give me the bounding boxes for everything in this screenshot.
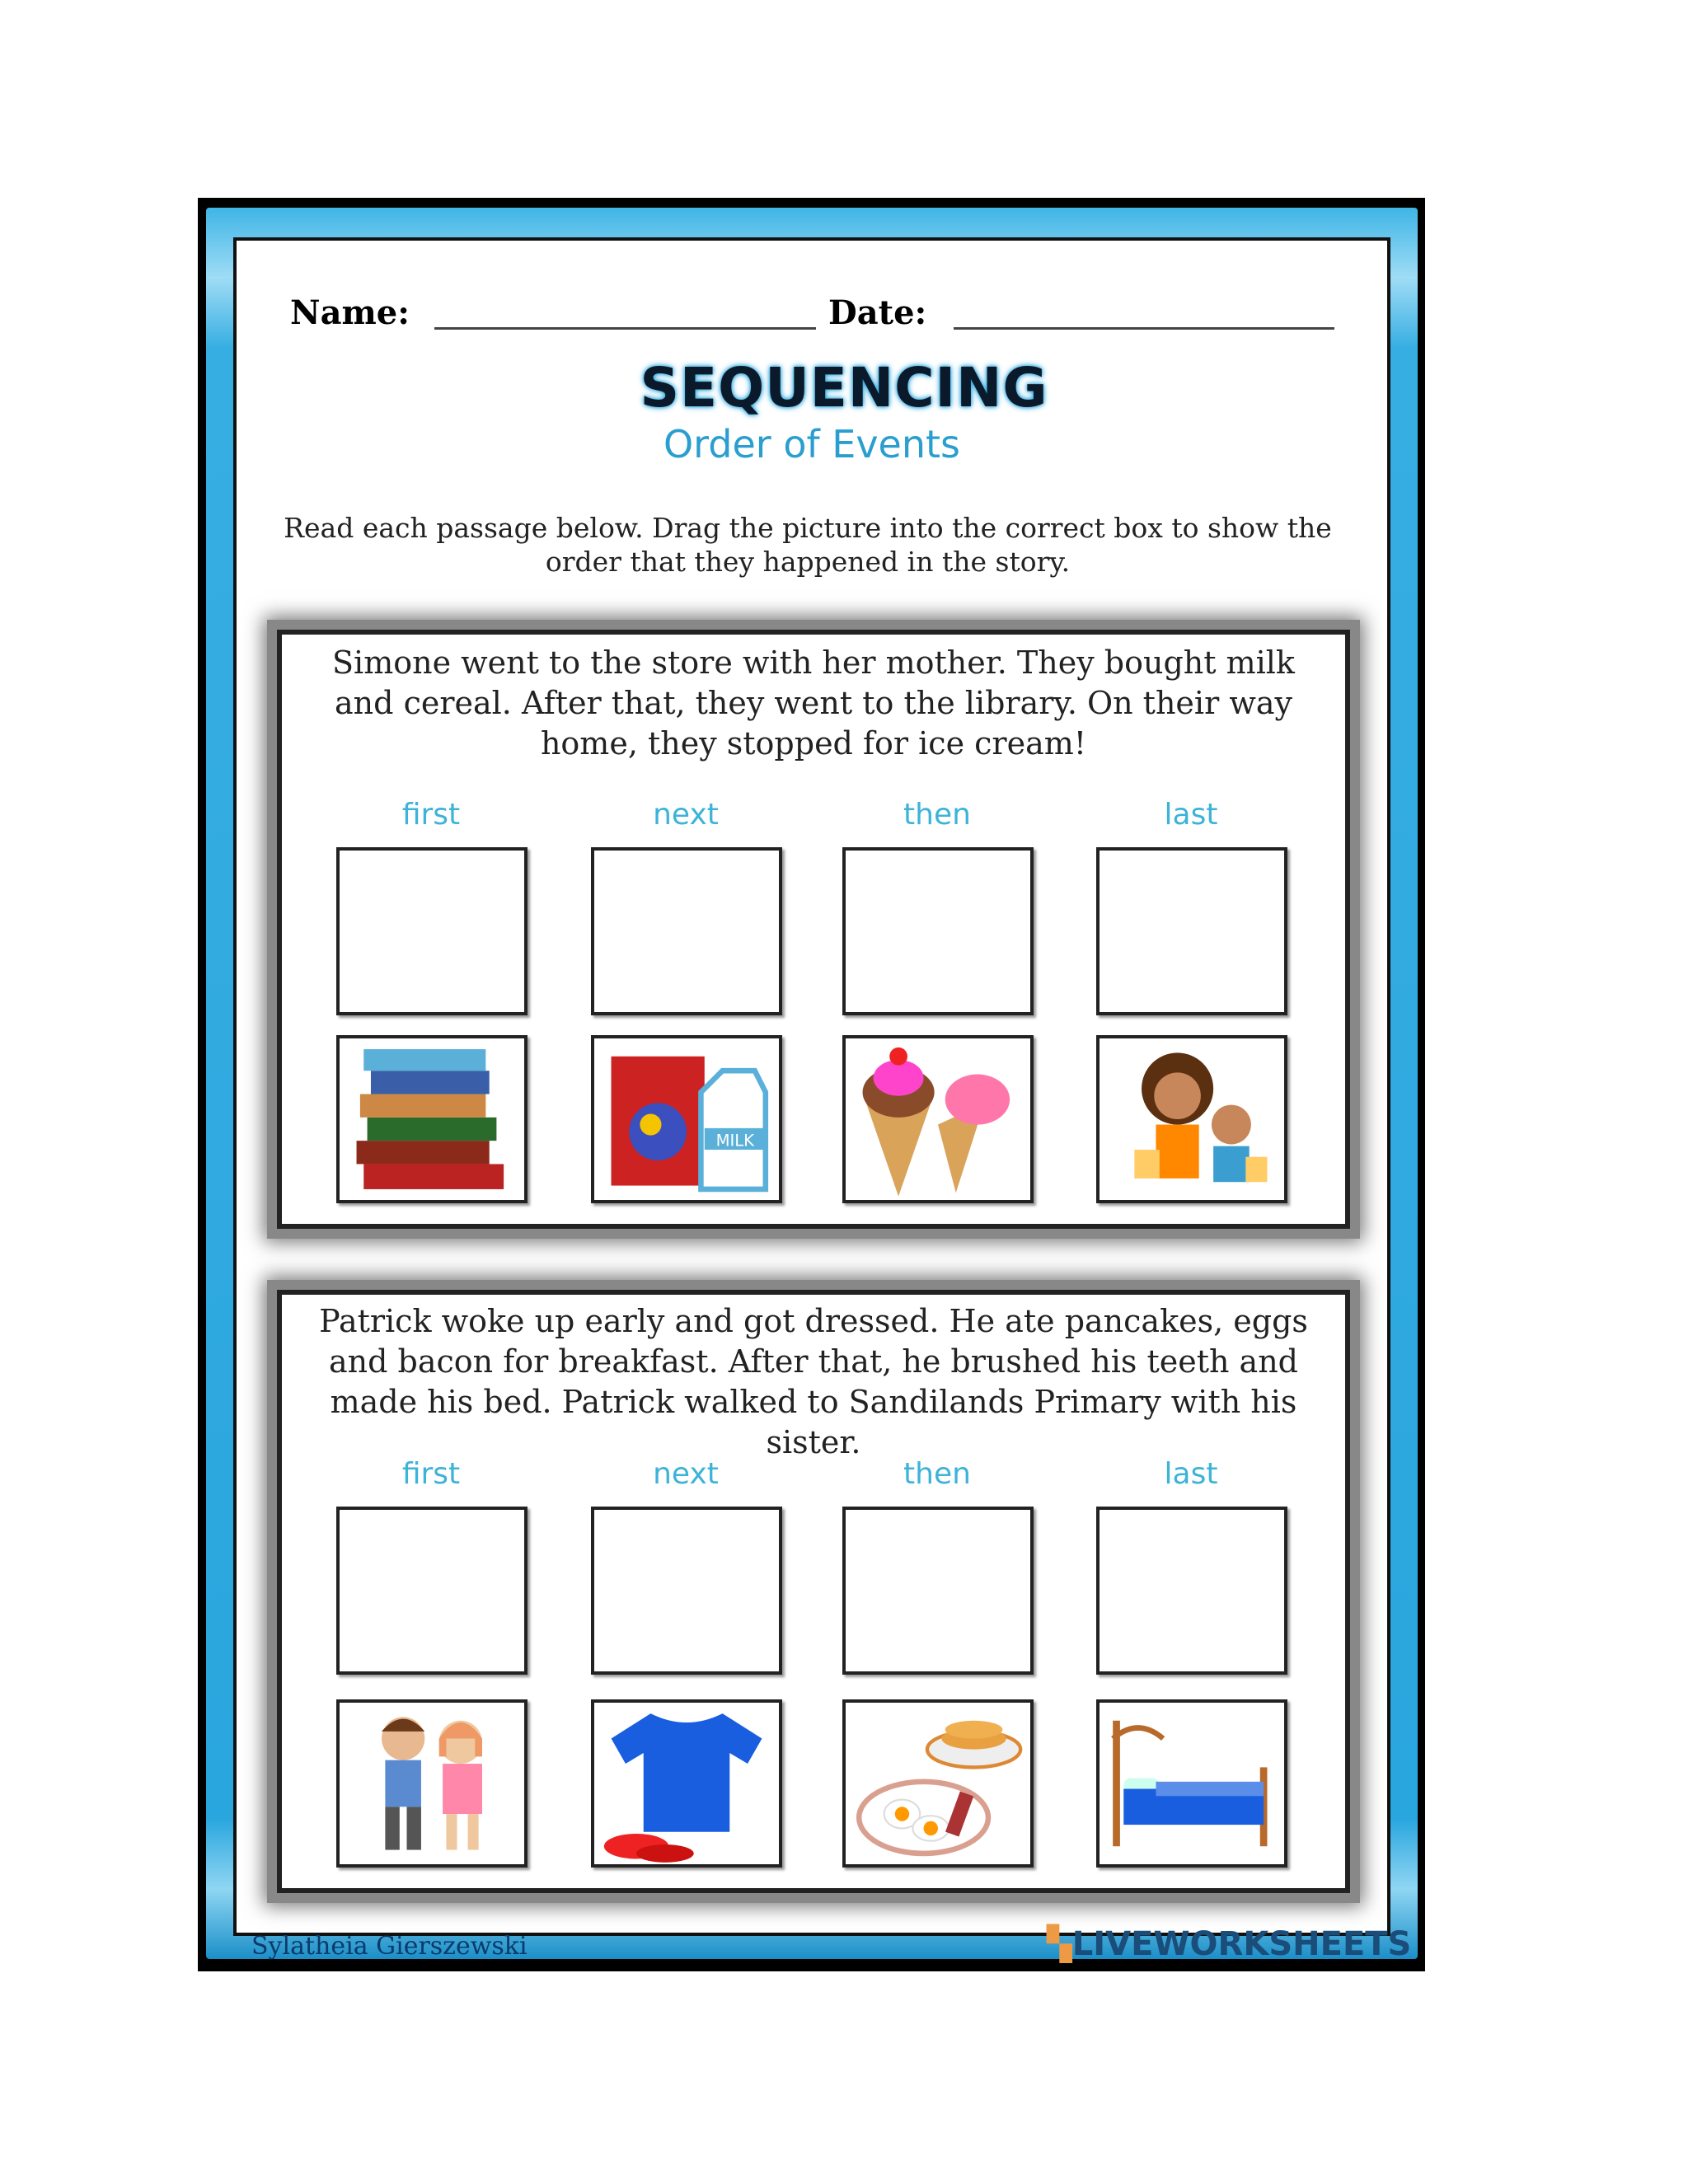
drop-box-2-next[interactable]: [591, 1507, 782, 1675]
drop-box-2-last[interactable]: [1096, 1507, 1287, 1675]
drop-box-1-then[interactable]: [842, 847, 1034, 1015]
passage-1-text: Simone went to the store with her mother. They bought milk and cereal. After that, they went to the library. On their way home, they stopped for ice cream!: [332, 644, 1295, 762]
sequence-label-first: first: [401, 1457, 461, 1491]
sequence-label-next: next: [653, 1457, 719, 1491]
drop-box-2-then[interactable]: [842, 1507, 1034, 1675]
drop-box-2-first[interactable]: [336, 1507, 528, 1675]
brand-text: LIVEWORKSHEETS: [1071, 1925, 1412, 1963]
passage-2-text: Patrick woke up early and got dressed. He ate pancakes, eggs and bacon for breakfast. After that, he brushed his teeth and made his bed. Patrick walked to Sandilands Primary with his sister.: [319, 1303, 1308, 1460]
drop-box-1-last[interactable]: [1096, 847, 1287, 1015]
date-label: Date:: [828, 293, 927, 332]
name-field[interactable]: [434, 327, 816, 330]
books-icon[interactable]: [336, 1035, 528, 1203]
svg-text:MILK: MILK: [715, 1131, 755, 1151]
author-credit: Sylatheia Gierszewski: [251, 1932, 528, 1961]
breakfast-icon[interactable]: [842, 1699, 1034, 1868]
drop-box-1-next[interactable]: [591, 847, 782, 1015]
page-subtitle: Order of Events: [663, 422, 961, 466]
shirt-shoes-icon[interactable]: [591, 1699, 782, 1868]
mother-child-shopping-icon[interactable]: [1096, 1035, 1287, 1203]
sequence-label-last: last: [1164, 1457, 1218, 1491]
drop-box-1-first[interactable]: [336, 847, 528, 1015]
instructions: Read each passage below. Drag the picture into the correct box to show the order that they happened in the story.: [284, 512, 1332, 578]
sequence-label-last: last: [1164, 798, 1218, 832]
children-walking-icon[interactable]: [336, 1699, 528, 1868]
name-label: Name:: [290, 293, 410, 332]
sequence-label-next: next: [653, 798, 719, 832]
cereal-milk-icon[interactable]: [591, 1035, 782, 1203]
liveworksheets-logo: ▚LIVEWORKSHEETS: [1047, 1925, 1412, 1963]
sequence-label-then: then: [903, 1457, 971, 1491]
ice-cream-icon[interactable]: [842, 1035, 1034, 1203]
sequence-label-first: first: [401, 798, 461, 832]
date-field[interactable]: [954, 327, 1334, 330]
page-title: SEQUENCING: [640, 356, 1048, 419]
bed-icon[interactable]: [1096, 1699, 1287, 1868]
sequence-label-then: then: [903, 798, 971, 832]
